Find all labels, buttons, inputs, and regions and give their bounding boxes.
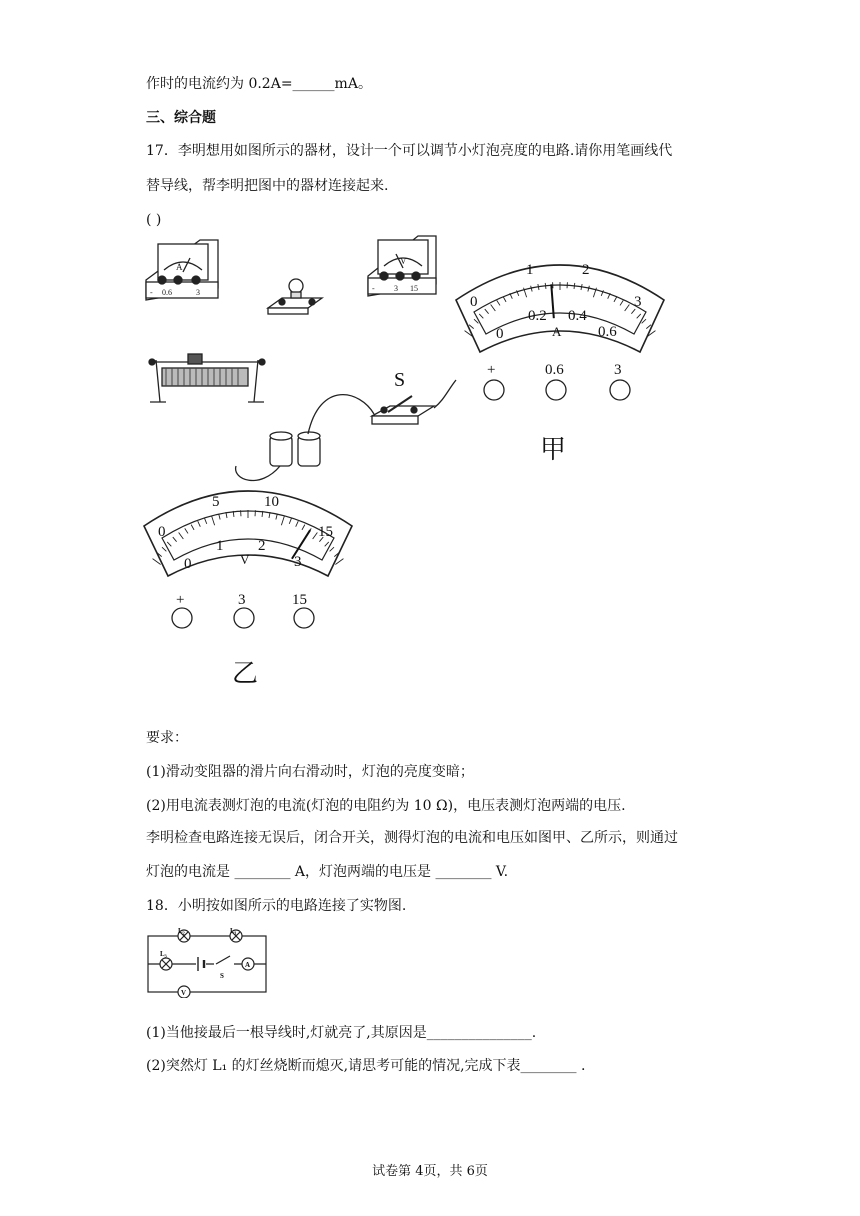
voltmeter-terminal-plus: + (176, 592, 185, 608)
ammeter-terminal-3: 3 (614, 362, 622, 378)
line-answer-fill: 作时的电流约为 0.2A=______mA。 (146, 76, 372, 92)
voltmeter-top-10: 10 (264, 494, 279, 510)
small-voltmeter-terminal-minus: - (372, 284, 375, 293)
ammeter-bottom-0.6: 0.6 (598, 324, 617, 340)
label-l1: L₁ (230, 927, 237, 935)
requirement-2: (2)用电流表测灯泡的电流(灯泡的电阻约为 10 Ω)，电压表测灯泡两端的电压. (146, 798, 626, 814)
question-18-part-2: (2)突然灯 L₁ 的灯丝烧断而熄灭,请思考可能的情况,完成下表________ . (146, 1058, 586, 1074)
ammeter-top-0: 0 (470, 294, 478, 310)
result-line-1: 李明检查电路连接无误后，闭合开关，测得灯泡的电流和电压如图甲、乙所示，则通过 (146, 830, 678, 846)
result-line-2: 灯泡的电流是 ________ A，灯泡两端的电压是 ________ V. (146, 864, 509, 880)
question-18-part-1: (1)当他接最后一根导线时,灯就亮了,其原因是_______________. (146, 1025, 537, 1041)
ammeter-unit: A (552, 324, 562, 339)
voltmeter-terminal-3: 3 (238, 592, 246, 608)
question-17-line-1: 17．李明想用如图所示的器材，设计一个可以调节小灯泡亮度的电路.请你用笔画线代 (146, 143, 673, 159)
ammeter-caption: 甲 (540, 435, 567, 465)
light-bulb-icon (268, 279, 322, 314)
voltmeter-bottom-1: 1 (216, 538, 224, 554)
switch-symbol-icon (214, 956, 234, 968)
voltmeter-unit: V (240, 552, 250, 567)
ammeter-top-2: 2 (582, 262, 590, 278)
voltmeter-terminal-15-post (294, 608, 314, 628)
voltmeter-top-15: 15 (318, 524, 333, 540)
label-ammeter: A (245, 961, 251, 969)
ammeter-terminal-0.6: 0.6 (545, 362, 564, 378)
small-voltmeter-terminal-15: 15 (410, 284, 418, 293)
voltmeter-caption: 乙 (232, 659, 259, 689)
requirement-1: (1)滑动变阻器的滑片向右滑动时，灯泡的亮度变暗； (146, 764, 474, 780)
ammeter-top-3: 3 (634, 294, 642, 310)
label-l2: L₂ (178, 927, 185, 935)
small-ammeter-terminal-0.6: 0.6 (162, 288, 172, 297)
voltmeter-terminal-15: 15 (292, 592, 307, 608)
rheostat-icon (149, 354, 265, 402)
ammeter-terminal-plus-post (484, 380, 504, 400)
label-switch: S (220, 972, 224, 980)
ammeter-terminal-0.6-post (546, 380, 566, 400)
question-17-answer-blank: ( ) (146, 212, 162, 228)
equipment-figure (0, 230, 860, 710)
small-ammeter-terminal-minus: - (150, 288, 153, 297)
small-ammeter-terminal-3: 3 (196, 288, 200, 297)
ammeter-bottom-0.2: 0.2 (528, 308, 547, 324)
ammeter-bottom-0: 0 (496, 326, 504, 342)
small-voltmeter-terminal-3: 3 (394, 284, 398, 293)
voltmeter-bottom-0: 0 (184, 556, 192, 572)
switch-label: S (394, 369, 406, 391)
small-ammeter-unit: A (176, 262, 183, 272)
requirements-heading: 要求： (146, 730, 188, 746)
voltmeter-top-0: 0 (158, 524, 166, 540)
label-voltmeter: V (181, 989, 187, 997)
ammeter-terminal-plus: + (487, 362, 496, 378)
small-voltmeter-unit: V (400, 256, 407, 266)
label-l3: L₃ (160, 950, 167, 958)
voltmeter-top-5: 5 (212, 494, 220, 510)
question-17-line-2: 替导线，帮李明把图中的器材连接起来. (146, 178, 389, 194)
page-footer: 试卷第 4页，共 6页 (372, 1164, 488, 1179)
circuit-diagram (144, 926, 274, 998)
ammeter-top-1: 1 (526, 262, 534, 278)
small-voltmeter-icon (368, 236, 436, 296)
ammeter-terminal-3-post (610, 380, 630, 400)
switch-icon (372, 396, 434, 424)
voltmeter-bottom-2: 2 (258, 538, 266, 554)
voltmeter-terminal-3-post (234, 608, 254, 628)
voltmeter-bottom-3: 3 (294, 554, 302, 570)
battery-icon (270, 432, 320, 466)
wires (236, 380, 456, 480)
question-18-line: 18．小明按如图所示的电路连接了实物图. (146, 898, 407, 914)
voltmeter-terminal-plus-post (172, 608, 192, 628)
battery-symbol-icon (196, 956, 206, 972)
ammeter-bottom-0.4: 0.4 (568, 308, 587, 324)
section-heading: 三、综合题 (146, 110, 216, 126)
lamp-l3-icon (160, 958, 172, 970)
